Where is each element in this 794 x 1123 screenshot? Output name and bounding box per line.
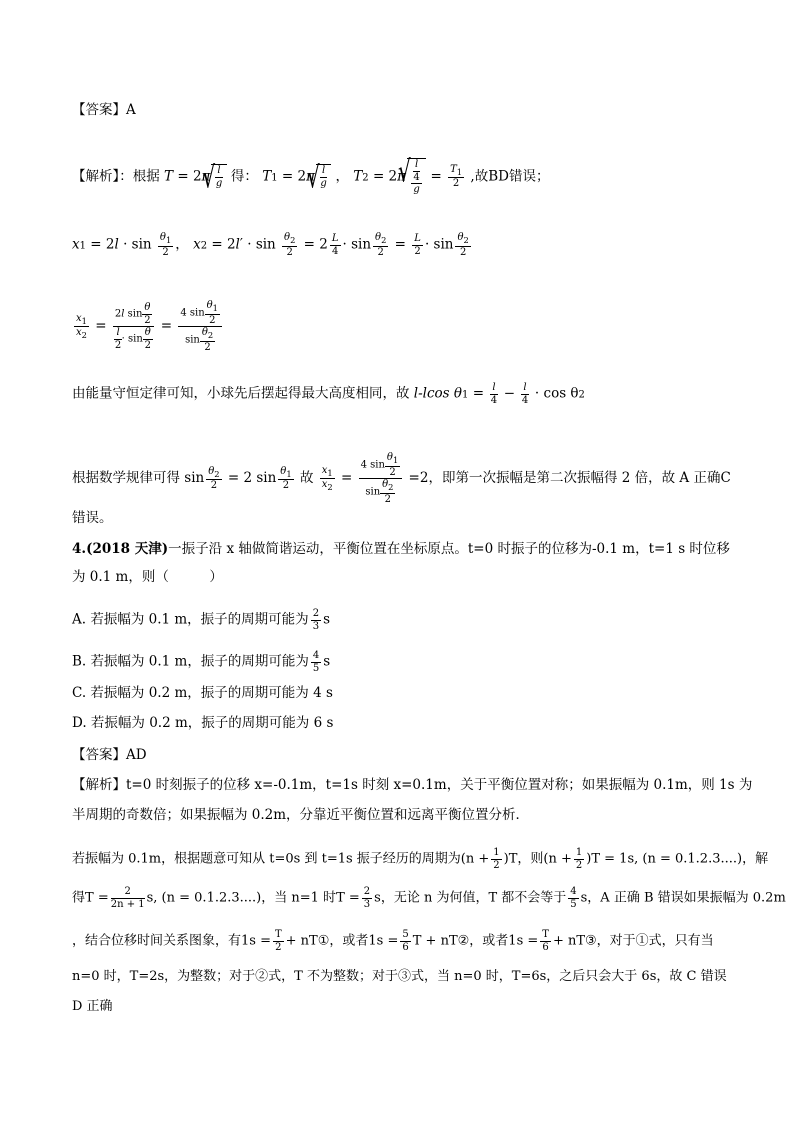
energy-expr: l-lcos θ bbox=[413, 385, 463, 402]
analysis-1-de: 得： bbox=[230, 168, 258, 185]
expl-4d: s，A 正确 B 错误如果振幅为 0.2m bbox=[580, 890, 786, 906]
explanation-line-5: ，结合位移时间关系图象，有1s = $\frac{T}{2}$ + nT①，或者1s = $\frac{5}{6}$ T + nT②，或者1s = $\frac{T}{6}$ + nT③，对于①式，只有当 bbox=[72, 929, 714, 953]
comma: ， bbox=[335, 168, 349, 185]
analysis-1-label: 【解析】：根据 bbox=[72, 168, 160, 185]
question-text-1: 一振子沿 x 轴做简谐运动，平衡位置在坐标原点。t=0 时振子的位移为-0.1 m，t=1 s 时位移 bbox=[168, 541, 730, 557]
analysis-1-tail: ,故BD错误； bbox=[470, 168, 550, 185]
option-b[interactable]: B. 若振幅为 0.1 m，振子的周期可能为 $\frac{4}{5}$ s bbox=[72, 650, 331, 674]
option-b-text: B. 若振幅为 0.1 m，振子的周期可能为 bbox=[72, 653, 309, 670]
cos-tail: · cos θ bbox=[534, 385, 579, 402]
question-source: (2018 天津) bbox=[86, 541, 169, 557]
option-a[interactable]: A. 若振幅为 0.1 m，振子的周期可能为 $\frac{2}{3}$ s bbox=[72, 608, 330, 632]
expl-3c: ，解 bbox=[742, 851, 769, 867]
explanation-line-3: 若振幅为 0.1m，根据题意可知从 t=0s 到 t=1s 振子经历的周期为(n + $\frac{1}{2}$ )T，则(n + $\frac{1}{2}$ )T = 1s, (n = 0.1.2.3....)，解 bbox=[72, 847, 769, 871]
option-a-text: A. 若振幅为 0.1 m，振子的周期可能为 bbox=[72, 611, 309, 628]
analysis-1-line: 【解析】：根据 T = 2π √ $\frac{l}{g}$ 得： T1 = 2π √ $\frac{l}{g}$ ， T2 = 2π √ $\frac{\frac{l}{4}}{g}$ = $\frac{T_1}{2}$ ,故BD错误； bbox=[72, 158, 549, 196]
answer-1: 【答案】A bbox=[72, 102, 136, 118]
question-4-line-2: 为 0.1 m，则（ ） bbox=[72, 569, 223, 585]
option-a-unit: s bbox=[323, 611, 330, 628]
explanation-line-7: D 正确 bbox=[72, 999, 113, 1014]
expl-4c: ，无论 n 为何值，T 都不会等于 bbox=[380, 890, 567, 906]
energy-text: 由能量守恒定律可知，小球先后摆起得最大高度相同，故 bbox=[72, 385, 410, 402]
expl-5a: ，结合位移时间关系图象，有 bbox=[72, 933, 242, 949]
wrong-line: 错误。 bbox=[72, 510, 113, 526]
explanation-line-2: 半周期的奇数倍；如果振幅为 0.2m，分靠近平衡位置和远离平衡位置分析． bbox=[72, 807, 530, 823]
expl-4b: ，当 n=1 时 bbox=[261, 890, 337, 906]
math-rule-tail: =2，即第一次振幅是第二次振幅得 2 倍，故 A 正确C bbox=[408, 470, 731, 487]
expl-3b: ，则 bbox=[517, 851, 544, 867]
option-b-unit: s bbox=[323, 653, 331, 670]
energy-line: 由能量守恒定律可知，小球先后摆起得最大高度相同，故 l-lcos θ1 = $\frac{l}{4}$ − $\frac{l}{4}$ · cos θ2 bbox=[72, 382, 585, 406]
answer-2: 【答案】AD bbox=[72, 747, 147, 763]
ratio-formula-line: $\frac{x_1}{x_2}$ = 2l sin $\frac{\theta}{2}$ $\frac{l}{2}$ · sin $\frac{\theta}{2}$ = 4 sin $\frac{\theta_1}{2}$ sin $\frac{\theta_2}{2}$ bbox=[72, 300, 224, 353]
option-d[interactable]: D. 若振幅为 0.2 m，振子的周期可能为 6 s bbox=[72, 715, 334, 731]
explanation-line-4: 得T = $\frac{2}{2n + 1}$ s, (n = 0.1.2.3....)，当 n=1 时T = $\frac{2}{3}$ s，无论 n 为何值，T 都不会等于 $\frac{4}{5}$ s，A 正确 B 错误如果振幅为 0.2m bbox=[72, 886, 786, 910]
x-formula-line: x1 = 2l · sin $\frac{\theta_1}{2}$ ， x2 = 2l′ · sin $\frac{\theta_2}{2}$ = 2 $\frac{L}{4}$ · sin $\frac{\theta_2}{2}$ = $\frac{L}{2}$ · sin $\frac{\theta_2}{2}$ bbox=[72, 232, 469, 258]
explanation-line-6: n=0 时，T=2s，为整数；对于②式，T 不为整数；对于③式，当 n=0 时，T=6s，之后只会大于 6s，故 C 错误 bbox=[72, 969, 727, 984]
question-number: 4. bbox=[72, 541, 87, 557]
explanation-line-1: 【解析】t=0 时刻振子的位移 x=-0.1m，t=1s 时刻 x=0.1m，关于平衡位置对称；如果振幅为 0.1m，则 1s 为 bbox=[72, 777, 753, 793]
expl-5d: ，对于①式，只有当 bbox=[596, 933, 714, 949]
expl-5b: ，或者 bbox=[329, 933, 369, 949]
option-c[interactable]: C. 若振幅为 0.2 m，振子的周期可能为 4 s bbox=[72, 685, 333, 701]
expl-3a: 若振幅为 0.1m，根据题意可知从 t=0s 到 t=1s 振子经历的周期为 bbox=[72, 851, 461, 867]
expl-5c: ，或者 bbox=[469, 933, 509, 949]
expl-4a: 得 bbox=[72, 890, 86, 906]
question-4-line-1 bbox=[72, 543, 730, 557]
math-rule-line: 根据数学规律可得 sin $\frac{\theta_2}{2}$ = 2 sin $\frac{\theta_1}{2}$ 故 $\frac{x_1}{x_2}$ = 4 sin $\frac{\theta_1}{2}$ sin $\frac{\theta_2}{2}$ =2，即第一次振幅是第二次振幅得 2 倍，故 A 正确C bbox=[72, 452, 731, 505]
math-rule-mid: 故 bbox=[299, 470, 314, 487]
math-rule-prefix: 根据数学规律可得 bbox=[72, 470, 180, 487]
